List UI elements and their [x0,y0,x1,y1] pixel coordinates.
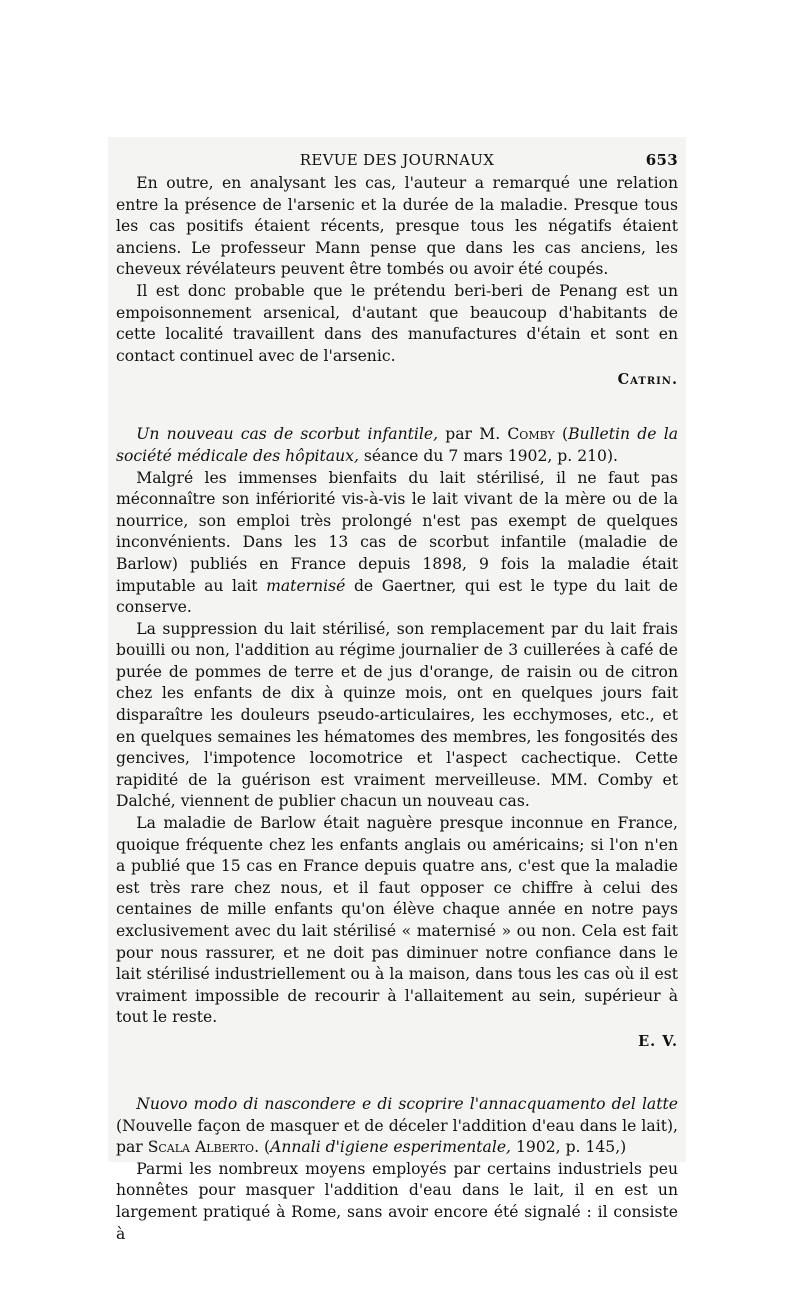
running-head [116,147,678,173]
article-heading: Un nouveau cas de scorbut infantile, par M. Comby (Bulletin de la société médicale des hôpitaux, séance du 7 mars 1902, p. 210). [116,425,678,465]
paragraph: La suppression du lait stérilisé, son remplacement par du lait frais bouilli ou non, l'addition au régime journalier de 3 cuillerées à café de purée de pommes de terre et de jus d'orange, de raisin ou de citron chez les enfants de dix à quinze mois, ont en quelques jours fait disparaître les douleurs pseudo-articulaires, les ecchymoses, etc., et en quelques semaines les hématomes des membres, les fongosités des gencives, l'impotence locomotrice et l'aspect cachectique. Cette rapidité de la guérison est vraiment merveilleuse. MM. Comby et Dalché, viennent de publier chacun un nouveau cas. [116,619,678,811]
page-number: 653 [645,151,678,169]
signature-ev: E. V. [638,1032,678,1050]
review-scorbut [116,424,678,1050]
review-catrin [116,173,678,388]
article-title: Nuovo modo di nascondere e di scoprire l'annacquamento del latte [136,1094,678,1113]
article-heading: Nuovo modo di nascondere e di scoprire l'annacquamento del latte (Nouvelle façon de masquer et de déceler l'addition d'eau dans le lait), par Scala Alberto. (Annali d'igiene esperimentale, 1902, p. 145,) [116,1094,678,1157]
author-name: Comby [507,425,555,444]
review-latte [116,1094,678,1245]
section-spacer [116,1050,678,1094]
running-title: REVUE DES JOURNAUX [299,151,495,169]
journal-source: Bulletin de la société médicale des hôpitaux, [116,425,678,465]
text-block [108,137,686,1243]
signature-catrin: Catrin. [617,371,678,389]
author-name: Scala Alberto [147,1138,255,1157]
section-spacer [116,388,678,424]
paragraph: Malgré les immenses bienfaits du lait stérilisé, il ne faut pas méconnaître son infériorité vis-à-vis le lait vivant de la mère ou de la nourrice, son emploi très prolongé n'est pas exempt de quelques inconvénients. Dans les 13 cas de scorbut infantile (maladie de Barlow) publiés en France depuis 1898, 9 fois la maladie était imputable au lait maternisé de Gaertner, qui est le type du lait de conserve. [116,468,679,617]
paragraph: Parmi les nombreux moyens employés par certains industriels peu honnêtes pour masquer l'addition d'eau dans le lait, il en est un largement pratiqué à Rome, sans avoir encore été signalé : il consiste à [116,1159,678,1243]
paragraph: Il est donc probable que le prétendu beri-beri de Penang est un empoisonnement arsenical, d'autant que beaucoup d'habitants de cette localité travaillent dans des manufactures d'étain et sont en contact continuel avec de l'arsenic. [116,281,678,365]
journal-source: Annali d'igiene esperimentale, [270,1138,512,1157]
paragraph: La maladie de Barlow était naguère presque inconnue en France, quoique fréquente chez les enfants anglais ou américains; si l'on n'en a publié que 15 cas en France depuis quatre ans, c'est que la maladie est très rare chez nous, et il faut opposer ce chiffre à celui des centaines de mille enfants qu'on élève chaque année en notre pays exclusivement avec du lait stérilisé « maternisé » ou non. Cela est fait pour nous rassurer, et ne doit pas diminuer notre confiance dans le lait stérilisé industriellement ou à la maison, dans tous les cas où il est vraiment impossible de recourir à l'allaitement au sein, supérieur à tout le reste. [116,814,678,1027]
paragraph: En outre, en analysant les cas, l'auteur a remarqué une relation entre la présence de l'arsenic et la durée de la maladie. Presque tous les cas positifs étaient récents, presque tous les négatifs étaient anciens. Le professeur Mann pense que dans les cas anciens, les cheveux révélateurs peuvent être tombés ou avoir été coupés. [116,174,678,279]
article-title: Un nouveau cas de scorbut infantile, [136,425,439,444]
